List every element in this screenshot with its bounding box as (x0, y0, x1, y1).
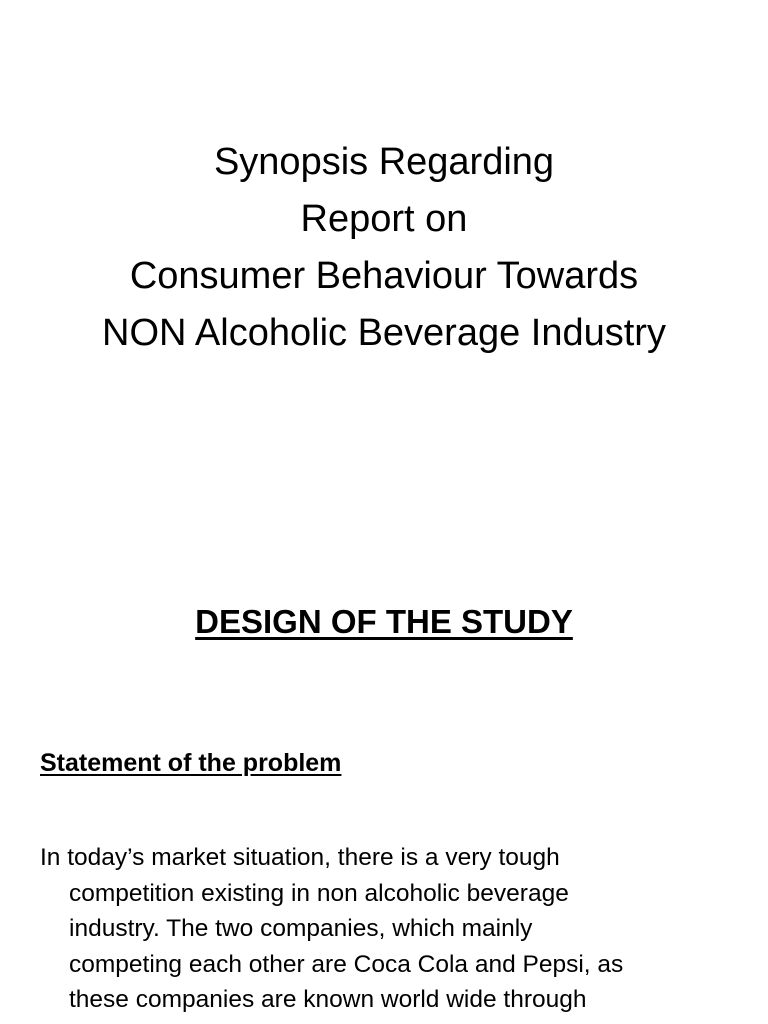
title-line: NON Alcoholic Beverage Industry (102, 312, 666, 354)
paragraph-line: competition existing in non alcoholic beverage (69, 879, 569, 907)
title-line: Synopsis Regarding (213, 141, 555, 183)
paragraph-line: competing each other are Coca Cola and Pepsi, as (69, 950, 624, 978)
paragraph-line: these companies are known world wide through (69, 986, 587, 1014)
title-line: Report on (300, 198, 468, 240)
body-paragraph (40, 840, 740, 1018)
section-heading: DESIGN OF THE STUDY (195, 603, 573, 640)
sub-heading: Statement of the problem (40, 749, 342, 777)
paragraph-line: In today’s market situation, there is a very tough (40, 844, 560, 871)
title-line: Consumer Behaviour Towards (129, 255, 639, 297)
document-title (0, 134, 768, 362)
paragraph-line: industry. The two companies, which mainly (69, 915, 533, 943)
